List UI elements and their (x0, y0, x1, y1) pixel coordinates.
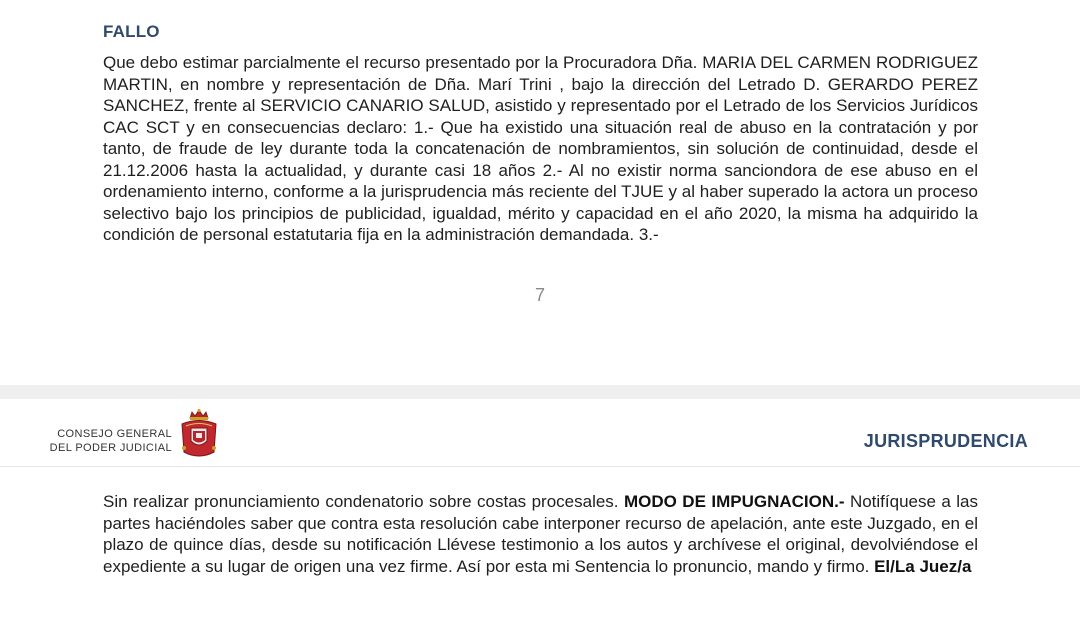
costas-text: Sin realizar pronunciamiento condenatorio sobre costas procesales. (103, 492, 624, 511)
page-separator (0, 385, 1080, 399)
page-number: 7 (534, 285, 545, 305)
document-header (0, 399, 1080, 467)
fallo-paragraph: Que debo estimar parcialmente el recurso presentado por la Procuradora Dña. MARIA DEL CARMEN RODRIGUEZ MARTIN, en nombre y representación de Dña. Marí Trini , bajo la dirección del Letrado D. GERARDO PEREZ SANCHEZ, frente al SERVICIO CANARIO SALUD, asistido y representado por el Letrado de los Servicios Jurídicos CAC SCT y en consecuencias declaro: 1.- Que ha existido una situación real de abuso en la contratación y por tanto, de fraude de ley durante toda la concatenación de nombramientos, sin solución de continuidad, desde el 21.12.2006 hasta la actualidad, y durante casi 18 años 2.- Al no existir norma sanciondora de ese abuso en el ordenamiento interno, conforme a la jurisprudencia más reciente del TJUE y al haber superado la actora un proceso selectivo bajo los principios de publicidad, igualdad, mérito y capacidad en el año 2020, la misma ha adquirido la condición de personal estatutaria fija en la administración demandada. 3.- (103, 53, 978, 244)
judge-signature-label: El/La Juez/a (874, 556, 972, 576)
notification-text: Notifíquese a las partes haciéndoles saber que contra esta resolución cabe interponer recurso de apelación, ante este Juzgado, en el plazo de quince días, desde su notificación Llévese testimonio a los autos y archívese el original, devolviéndose el expediente a su lugar de origen una vez firme. Así por esta mi Sentencia lo pronuncio, mando y firmo. (103, 492, 979, 576)
org-name-line1: CONSEJO GENERAL (57, 428, 172, 440)
section-title-fallo: FALLO (103, 22, 160, 41)
org-name-line2: DEL PODER JUDICIAL (49, 441, 172, 454)
section-label-jurisprudencia: JURISPRUDENCIA (863, 431, 1028, 451)
org-name (40, 428, 172, 455)
modo-impugnacion-heading: MODO DE IMPUGNACION.- (623, 492, 845, 511)
cgpj-emblem-icon (178, 408, 220, 460)
fallo-continuation-paragraph (103, 491, 978, 577)
